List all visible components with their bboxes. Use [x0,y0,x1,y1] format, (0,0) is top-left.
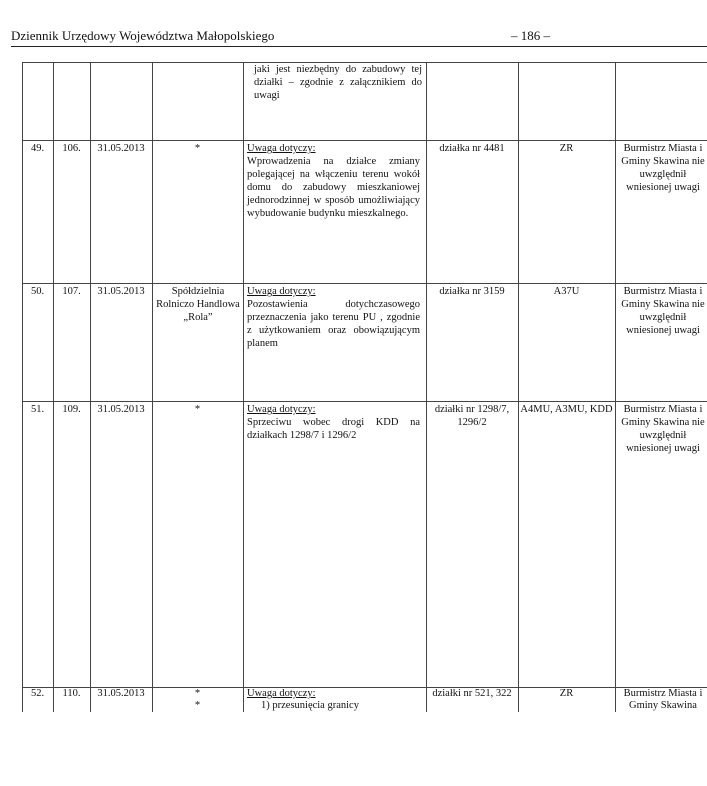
subject-text: Pozostawienia dotychczasowego przeznaczenia jako terenu PU , zgodnie z użytkowaniem oraz obowiązującym planem [247,299,420,349]
subject-label: Uwaga dotyczy: [247,143,316,154]
row-parcel: działka nr 4481 [439,143,505,154]
row-date: 31.05.2013 [97,404,145,415]
row-designation: A4MU, A3MU, KDD [520,404,613,415]
column-border [53,62,54,712]
row-number: 106. [62,143,81,154]
row-date: 31.05.2013 [97,143,145,154]
row-author: * [194,404,201,415]
row-date: 31.05.2013 [97,688,145,699]
row-decision: Burmistrz Miasta i Gminy Skawina nie uwzględnił wniesionej uwagi [621,404,705,454]
row-decision: Burmistrz Miasta i Gminy Skawina [623,688,703,711]
remarks-table [22,62,707,712]
subject-label: Uwaga dotyczy: [247,688,316,699]
row-subject [247,142,420,220]
continuation-text: jaki jest niezbędny do zabudowy tej działki – zgodnie z załącznikiem do uwagi [254,64,422,101]
row-lp: 51. [30,404,45,415]
column-border [152,62,153,712]
page-number: – 186 – [511,28,550,43]
row-border [22,140,707,141]
row-parcel: działki nr 1298/7, 1296/2 [434,404,510,428]
subject-text: Sprzeciwu wobec drogi KDD na działkach 1298/7 i 1296/2 [247,417,420,441]
row-decision: Burmistrz Miasta i Gminy Skawina nie uwzględnił wniesionej uwagi [621,143,705,193]
row-lp: 49. [30,143,45,154]
column-border [243,62,244,712]
row-designation: ZR [559,143,574,154]
row-author: Spółdzielnia Rolniczo Handlowa „Rola” [156,286,240,323]
row-designation: A37U [553,286,580,297]
column-border [518,62,519,712]
row-designation: ZR [559,688,574,699]
row-parcel: działki nr 521, 322 [432,688,512,699]
row-subject [247,688,420,712]
column-border [22,62,23,712]
column-border [426,62,427,712]
row-border [22,283,707,284]
column-border [90,62,91,712]
subject-text: Wprowadzenia na działce zmiany polegającej na włączeniu terenu wokół domu do zabudowy mieszkaniowej jednorodzinnej w sposób umożliwiający wybudowanie budynku mieszkalnego. [247,156,420,219]
row-number: 110. [62,688,81,699]
row-border [22,401,707,402]
journal-title: Dziennik Urzędowy Województwa Małopolskiego [11,28,275,43]
row-decision: Burmistrz Miasta i Gminy Skawina nie uwzględnił wniesionej uwagi [621,286,705,336]
subject-label: Uwaga dotyczy: [247,286,316,297]
subject-label: Uwaga dotyczy: [247,404,316,415]
row-author: * * [194,688,201,711]
row-subject [247,285,420,350]
row-lp: 52. [30,688,45,699]
row-parcel: działka nr 3159 [439,286,505,297]
row-author: * [194,143,201,154]
subject-text: 1) przesunięcia granicy [261,700,359,711]
row-date: 31.05.2013 [97,286,145,297]
page-header [11,26,707,47]
row-number: 109. [62,404,81,415]
row-number: 107. [62,286,81,297]
row-lp: 50. [30,286,45,297]
row-subject [247,403,420,442]
